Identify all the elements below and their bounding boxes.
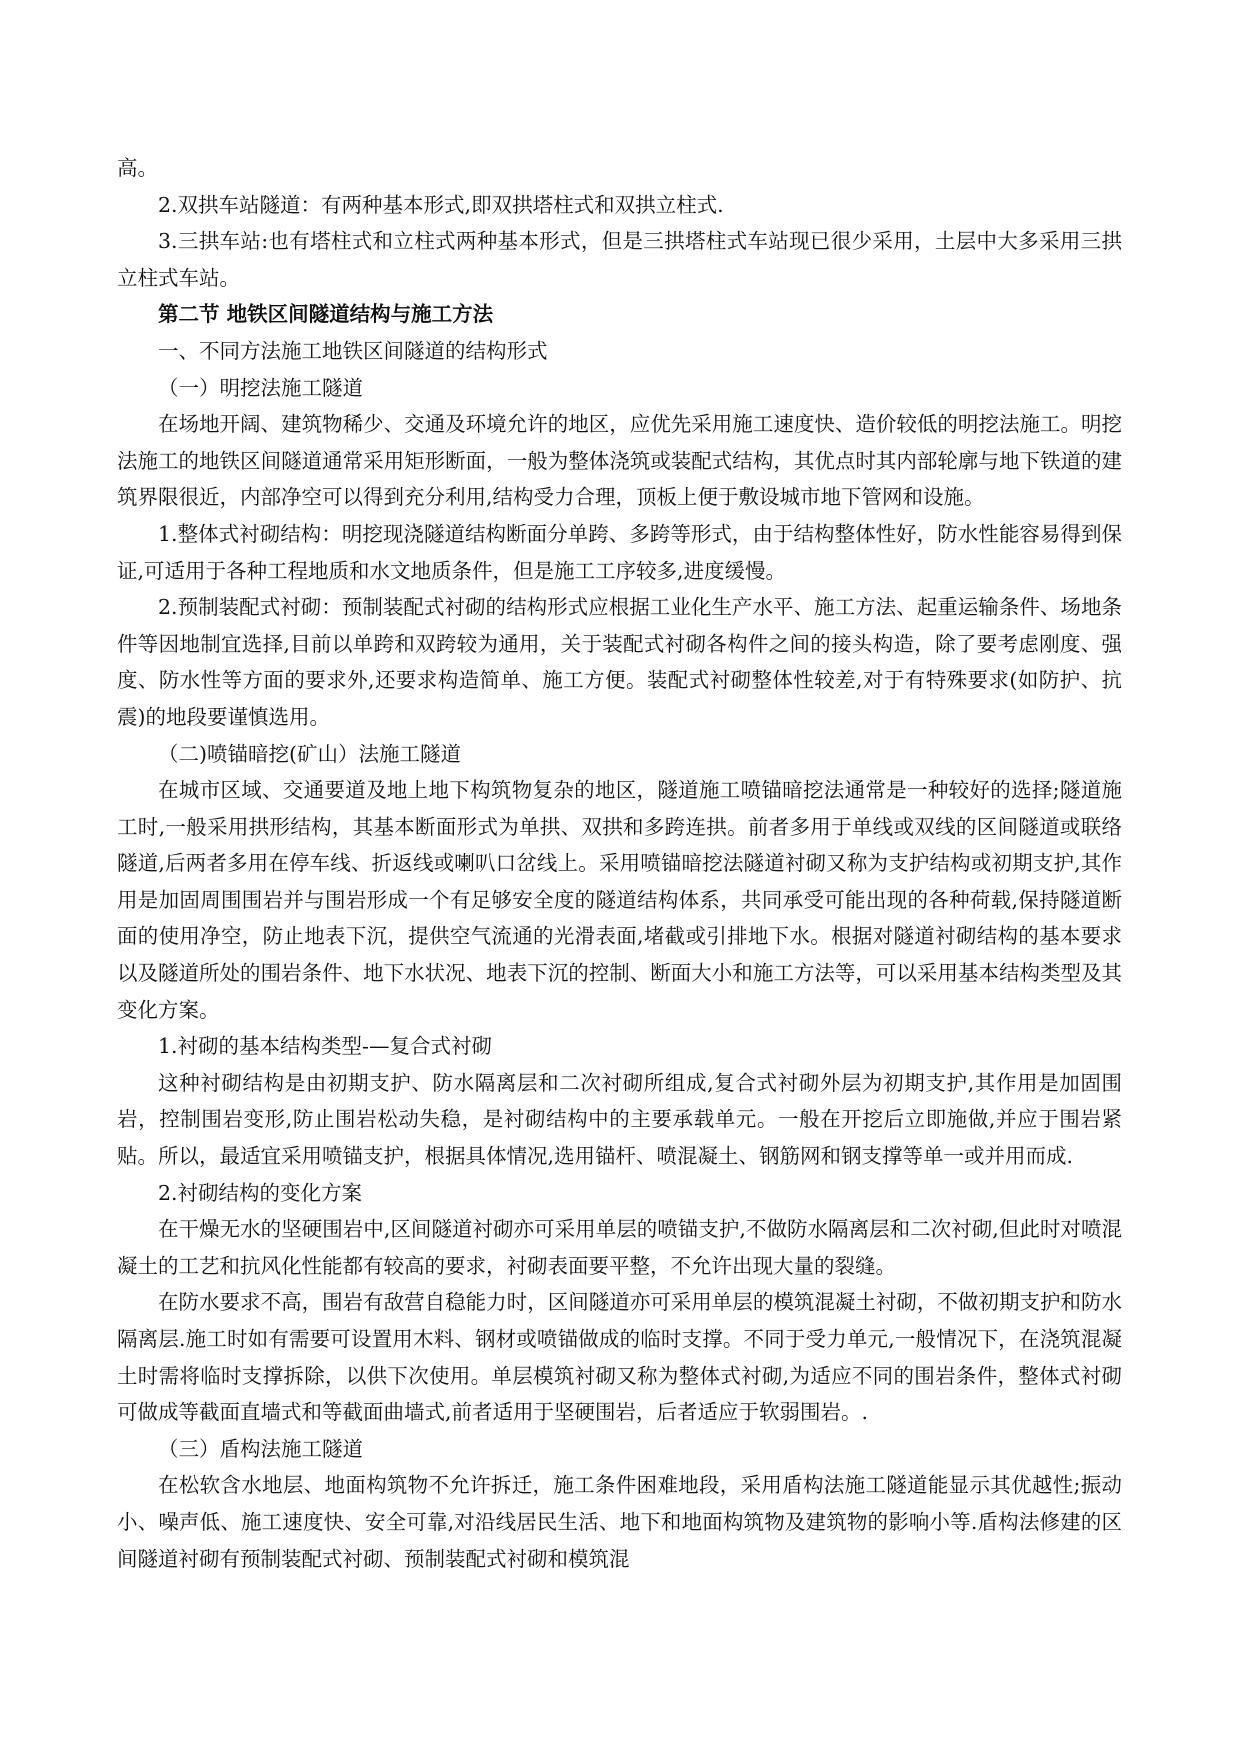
paragraph-composite-lining: 这种衬砌结构是由初期支护、防水隔离层和二次衬砌所组成,复合式衬砌外层为初期支护,其作用是加固围岩，控制围岩变形,防止围岩松动失稳，是衬砌结构中的主要承载单元。一般在开挖后立即施做,并应于围岩紧贴。所以，最适宜采用喷锚支护，根据具体情况,选用锚杆、喷混凝土、钢筋网和钢支撑等单一或并用而成. (117, 1070, 1122, 1169)
item-heading-variation: 2.衬砌结构的变化方案 (158, 1180, 363, 1205)
paragraph-shield-method: 在松软含水地层、地面构筑物不允许拆迁，施工条件困难地段，采用盾构法施工隧道能显示其优越性;振动小、噪声低、施工速度快、安全可靠,对沿线居民生活、地下和地面构筑物及建筑物的影响小等.盾构法修建的区间隧道衬砌有预制装配式衬砌、预制装配式衬砌和模筑混 (117, 1473, 1122, 1571)
paragraph-continuation: 高。 (117, 156, 158, 180)
paragraph-mining-method: 在城市区域、交通要道及地上地下构筑物复杂的地区，隧道施工喷锚暗挖法通常是一种较好的选择;隧道施工时,一般采用拱形结构，其基本断面形式为单拱、双拱和多跨连拱。前者多用于单线或双线的区间隧道或联络隧道,后两者多用在停车线、折返线或喇叭口岔线上。采用喷锚暗挖法隧道衬砌又称为支护结构或初期支护,其作用是加固周围围岩并与围岩形成一个有足够安全度的隧道结构体系，共同承受可能出现的各种荷载,保持隧道断面的使用净空，防止地表下沉，提供空气流通的光滑表面,堵截或引排地下水。根据对隧道衬砌结构的基本要求以及隧道所处的围岩条件、地下水状况、地表下沉的控制、断面大小和施工方法等，可以采用基本结构类型及其变化方案。 (117, 778, 1122, 1022)
paragraph-open-cut: 在场地开阔、建筑物稀少、交通及环境允许的地区，应优先采用施工速度快、造价较低的明挖法施工。明挖法施工的地铁区间隧道通常采用矩形断面，一般为整体浇筑或装配式结构，其优点时其内部轮廓与地下铁道的建筑界限很近，内部净空可以得到充分利用,结构受力合理，顶板上便于敷设城市地下管网和设施。 (117, 412, 1122, 510)
subsection-heading: 一、不同方法施工地铁区间隧道的结构形式 (158, 338, 548, 363)
paragraph-prefab-lining: 2.预制装配式衬砌：预制装配式衬砌的结构形式应根据工业化生产水平、施工方法、起重运输条件、场地条件等因地制宜选择,目前以单跨和双跨较为通用，关于装配式衬砌各构件之间的接头构造，除了要考虑刚度、强度、防水性等方面的要求外,还要求构造简单、施工方便。装配式衬砌整体性较差,对于有特殊要求(如防护、抗震)的地段要谨慎选用。 (117, 595, 1122, 729)
paragraph-integral-lining: 1.整体式衬砌结构：明挖现浇隧道结构断面分单跨、多跨等形式，由于结构整体性好，防水性能容易得到保证,可适用于各种工程地质和水文地质条件，但是施工工序较多,进度缓慢。 (117, 521, 1122, 583)
subsection-open-cut-heading: （一）明挖法施工隧道 (158, 375, 363, 400)
paragraph-double-arch-station: 2.双拱车站隧道：有两种基本形式,即双拱塔柱式和双拱立柱式. (158, 192, 724, 217)
subsection-shield-heading: （三）盾构法施工隧道 (158, 1436, 363, 1461)
item-heading-basic-structure: 1.衬砌的基本结构类型-—复合式衬砌 (158, 1034, 492, 1059)
paragraph-triple-arch-station: 3.三拱车站:也有塔柱式和立柱式两种基本形式，但是三拱塔柱式车站现已很少采用，土层中大多采用三拱立柱式车站。 (117, 229, 1122, 290)
subsection-mining-heading: （二)喷锚暗挖(矿山）法施工隧道 (158, 741, 461, 766)
document-body (117, 150, 1122, 1577)
paragraph-single-layer: 在防水要求不高，围岩有敌营自稳能力时，区间隧道亦可采用单层的模筑混凝土衬砌，不做初期支护和防水隔离层.施工时如有需要可设置用木料、钢材或喷锚做成的临时支撑。不同于受力单元,一般情况下，在浇筑混凝土时需将临时支撑拆除，以供下次使用。单层模筑衬砌又称为整体式衬砌,为适应不同的围岩条件，整体式衬砌可做成等截面直墙式和等截面曲墙式,前者适用于坚硬围岩，后者适应于软弱围岩。. (117, 1290, 1122, 1425)
paragraph-dry-rock: 在干燥无水的坚硬围岩中,区间隧道衬砌亦可采用单层的喷锚支护,不做防水隔离层和二次衬砌,但此时对喷混凝土的工艺和抗风化性能都有较高的要求，衬砌表面要平整，不允许出现大量的裂缝。 (117, 1217, 1122, 1278)
section-heading: 第二节 地铁区间隧道结构与施工方法 (158, 302, 494, 327)
